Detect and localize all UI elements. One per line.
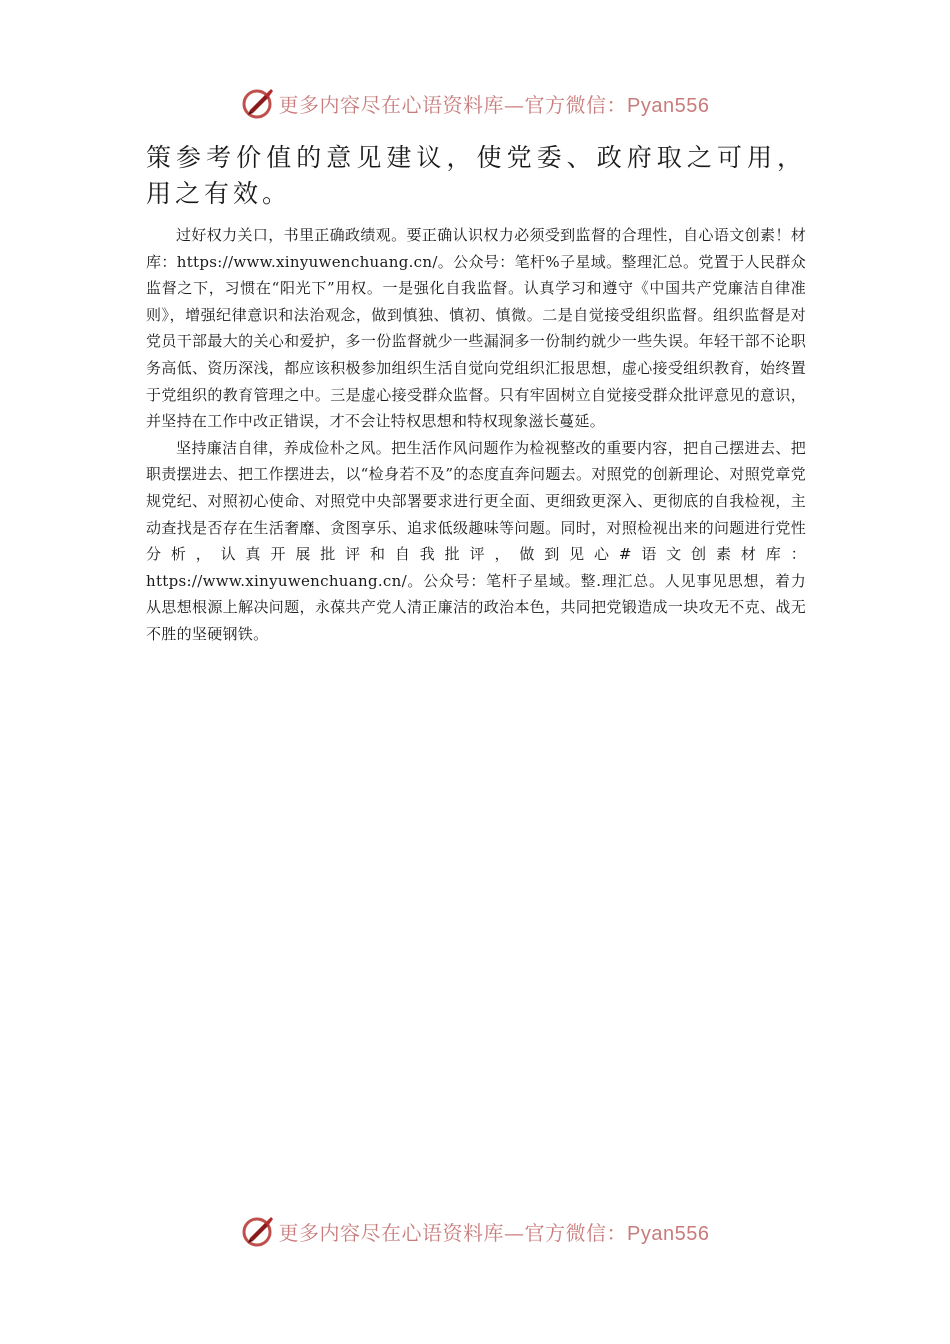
watermark-text: 更多内容尽在心语资料库—官方微信：Pyan556 — [278, 1220, 710, 1245]
watermark-code: Pyan556 — [627, 1222, 710, 1245]
document-body — [146, 140, 806, 648]
watermark-text: 更多内容尽在心语资料库—官方微信：Pyan556 — [278, 92, 710, 117]
paragraph-1: 过好权力关口，书里正确政绩观。要正确认识权力必须受到监督的合理性，自心语文创素！材库：https://www.xinyuwenchuang.cn/。公众号：笔杆%子星域。整理汇总。党置于人民群众监督之下，习惯在“阳光下”用权。一是强化自我监督。认真学习和遵守《中国共产党廉洁自律准则》，增强纪律意识和法治观念，做到慎独、慎初、慎微。二是自觉接受组织监督。组织监督是对党员干部最大的关心和爱护，多一份监督就少一些漏洞多一份制约就少一些失误。年轻干部不论职务高低、资历深浅，都应该积极参加组织生活自觉向党组织汇报思想，虚心接受组织教育，始终置于党组织的教育管理之中。三是虚心接受群众监督。只有牢固树立自觉接受群众批评意见的意识，并坚持在工作中改正错误，才不会让特权思想和特权现象滋长蔓延。 — [146, 226, 806, 431]
pen-logo-icon — [241, 1214, 275, 1248]
header-watermark — [0, 83, 950, 123]
pen-logo-icon — [241, 86, 275, 120]
footer-watermark — [0, 1211, 950, 1251]
lead-text: 策参考价值的意见建议，使党委、政府取之可用，用之有效。 — [146, 143, 806, 208]
watermark-code: Pyan556 — [627, 94, 710, 117]
paragraph-2: 坚持廉洁自律，养成俭朴之风。把生活作风问题作为检视整改的重要内容，把自己摆进去、把职责摆进去、把工作摆进去，以“检身若不及”的态度直奔问题去。对照党的创新理论、对照党章党规党纪、对照初心使命、对照党中央部署要求进行更全面、更细致更深入、更彻底的自我检视，主动查找是否存在生活奢靡、贪图享乐、追求低级趣味等问题。同时，对照检视出来的问题进行党性分析，认真开展批评和自我批评，做到见心#语文创素材库：https://www.xinyuwenchuang.cn/。公众号：笔杆子星域。整.理汇总。人见事见思想，着力从思想根源上解决问题，永葆共产党人清正廉洁的政治本色，共同把党锻造成一块攻无不克、战无不胜的坚硬钢铁。 — [146, 438, 806, 643]
